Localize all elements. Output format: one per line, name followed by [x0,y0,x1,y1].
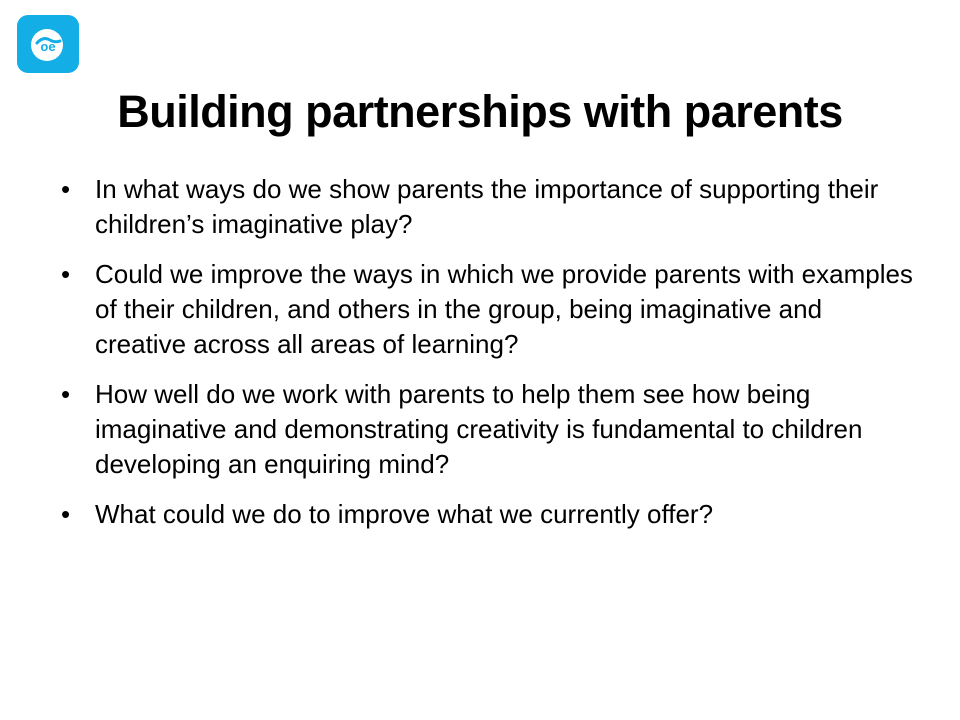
bullet-dot-icon: • [61,379,71,409]
bullet-list [58,172,918,547]
oe-logo-icon [17,15,79,73]
bullet-item [58,377,918,482]
bullet-dot-icon: • [61,174,71,204]
oe-logo [17,15,79,73]
bullet-item [58,172,918,242]
slide-title: Building partnerships with parents [117,86,843,137]
bullet-item [58,257,918,362]
bullet-item [58,497,918,532]
bullet-text: In what ways do we show parents the importance of supporting their children’s imaginative play? [95,174,879,239]
bullet-text: What could we do to improve what we currently offer? [95,499,714,529]
bullet-text: How well do we work with parents to help them see how being imaginative and demonstrating creativity is fundamental to children developing an enquiring mind? [95,379,863,479]
bullet-dot-icon: • [61,499,71,529]
bullet-text: Could we improve the ways in which we provide parents with examples of their children, and others in the group, being imaginative and creative across all areas of learning? [95,259,913,359]
bullet-dot-icon: • [61,259,71,289]
logo-text: oe [40,39,56,54]
